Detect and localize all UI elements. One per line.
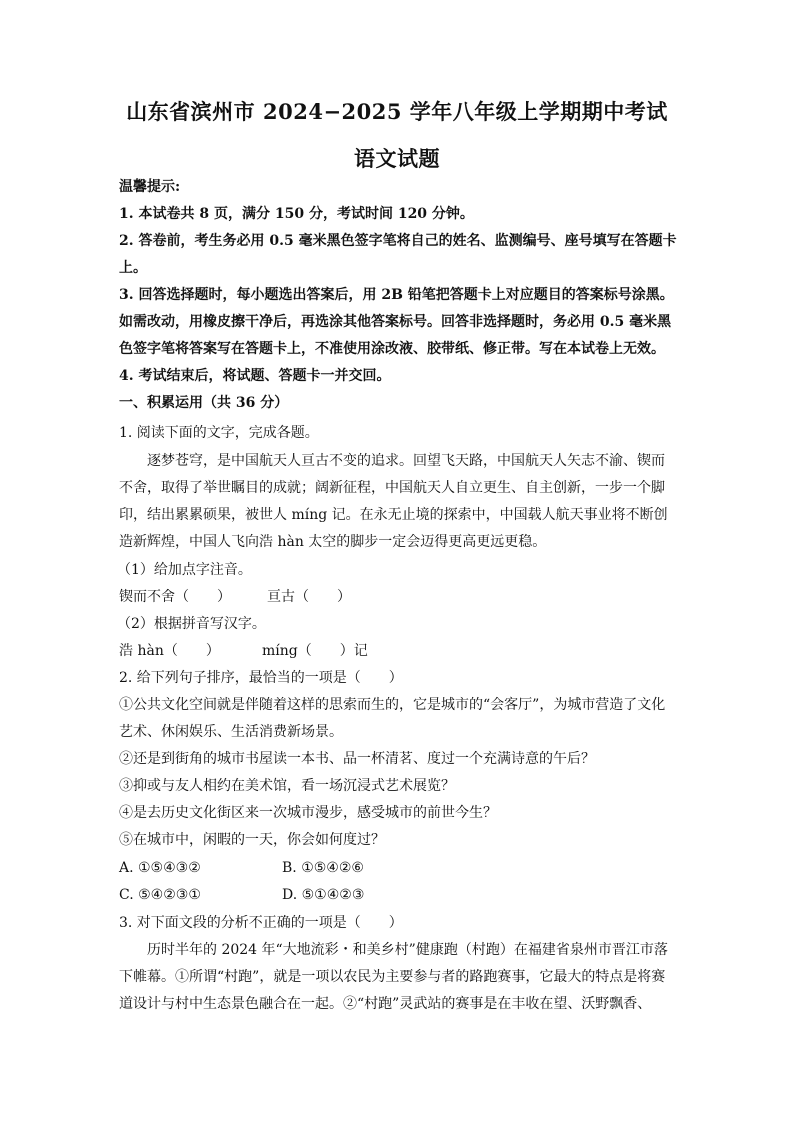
q2-sentence-3: ③抑或与友人相约在美术馆，看一场沉浸式艺术展览？: [119, 778, 455, 794]
q3-passage-line: 下帷幕。①所谓“村跑”，就是一项以农民为主要参与者的路跑赛事，它最大的特点是将赛: [119, 969, 666, 985]
q1-passage-line: 印，结出累累硕果，被世人 míng 记。在永无止境的探索中，中国载人航天事业将不断创: [119, 507, 668, 523]
q1-sub-1-item-a: 锲而不舍（ ）: [119, 589, 231, 605]
q2-sentence-1: ①公共文化空间就是伴随着这样的思索而生的，它是城市的“会客厅”，为城市营造了文化: [119, 697, 666, 713]
exam-title: 山东省滨州市 2024−2025 学年八年级上学期期中考试: [126, 99, 668, 124]
tip-1: 1. 本试卷共 8 页，满分 150 分，考试时间 120 分钟。: [119, 206, 474, 222]
q1-passage-line: 不舍，取得了举世瞩目的成就；阔新征程，中国航天人自立更生、自主创新，一步一个脚: [119, 480, 665, 496]
q1-sub-2-item-b: míng（ ）记: [262, 643, 368, 659]
q2-option-c: C. ⑤④②③①: [119, 887, 201, 903]
q2-sentence-5: ⑤在城市中，闲暇的一天，你会如何度过？: [119, 832, 385, 848]
q1-sub-2-item-a: 浩 hàn（ ）: [119, 643, 220, 659]
question-2-prompt: 2. 给下列句子排序，最恰当的一项是（ ）: [119, 670, 403, 686]
tip-3-line-1: 3. 回答选择题时，每小题选出答案后，用 2B 铅笔把答题卡上对应题目的答案标号涂黑。: [119, 287, 674, 303]
q2-option-b: B. ①⑤④②⑥: [282, 860, 364, 876]
section-1-heading: 一、积累运用（共 36 分）: [119, 395, 289, 411]
tip-3-line-2: 如需改动，用橡皮擦干净后，再选涂其他答案标号。回答非选择题时，务必用 0.5 毫米黑: [119, 314, 672, 330]
q1-passage-line: 造新辉煌，中国人飞向浩 hàn 太空的脚步一定会迈得更高更远更稳。: [119, 534, 547, 550]
q1-sub-1: （1）给加点字注音。: [117, 562, 252, 578]
q1-passage-line: 逐梦苍穹，是中国航天人亘古不变的追求。回望飞天路，中国航天人矢志不渝、锲而: [147, 453, 665, 469]
q1-sub-2: （2）根据拼音写汉字。: [117, 616, 266, 632]
q2-option-a: A. ①⑤④③②: [119, 860, 201, 876]
q2-sentence-2: ②还是到街角的城市书屋读一本书、品一杯清茗、度过一个充满诗意的午后？: [119, 751, 595, 767]
q1-sub-1-item-b: 亘古（ ）: [267, 589, 351, 605]
q2-sentence-4: ④是去历史文化街区来一次城市漫步，感受城市的前世今生？: [119, 805, 497, 821]
tips-heading: 温馨提示:: [119, 179, 181, 195]
tip-2-line-2: 上。: [119, 260, 147, 276]
exam-subtitle: 语文试题: [354, 146, 440, 171]
question-3-prompt: 3. 对下面文段的分析不正确的一项是（ ）: [119, 915, 403, 931]
tip-3-line-3: 色签字笔将答案写在答题卡上，不准使用涂改液、胶带纸、修正带。写在本试卷上无效。: [119, 341, 665, 357]
q3-passage-line: 道设计与村中生态景色融合在一起。②“村跑”灵武站的赛事是在丰收在望、沃野飘香、: [119, 996, 652, 1012]
question-1-prompt: 1. 阅读下面的文字，完成各题。: [119, 425, 319, 441]
tip-2-line-1: 2. 答卷前，考生务必用 0.5 毫米黑色签字笔将自己的姓名、监测编号、座号填写在答题卡: [119, 233, 677, 249]
q3-passage-line: 历时半年的 2024 年“大地流彩・和美乡村”健康跑（村跑）在福建省泉州市晋江市落: [147, 942, 668, 958]
q2-sentence-1: 艺术、休闲娱乐、生活消费新场景。: [119, 724, 343, 740]
q2-option-d: D. ⑤①④②③: [282, 887, 365, 903]
tip-4: 4. 考试结束后，将试题、答题卡一并交回。: [119, 368, 391, 384]
